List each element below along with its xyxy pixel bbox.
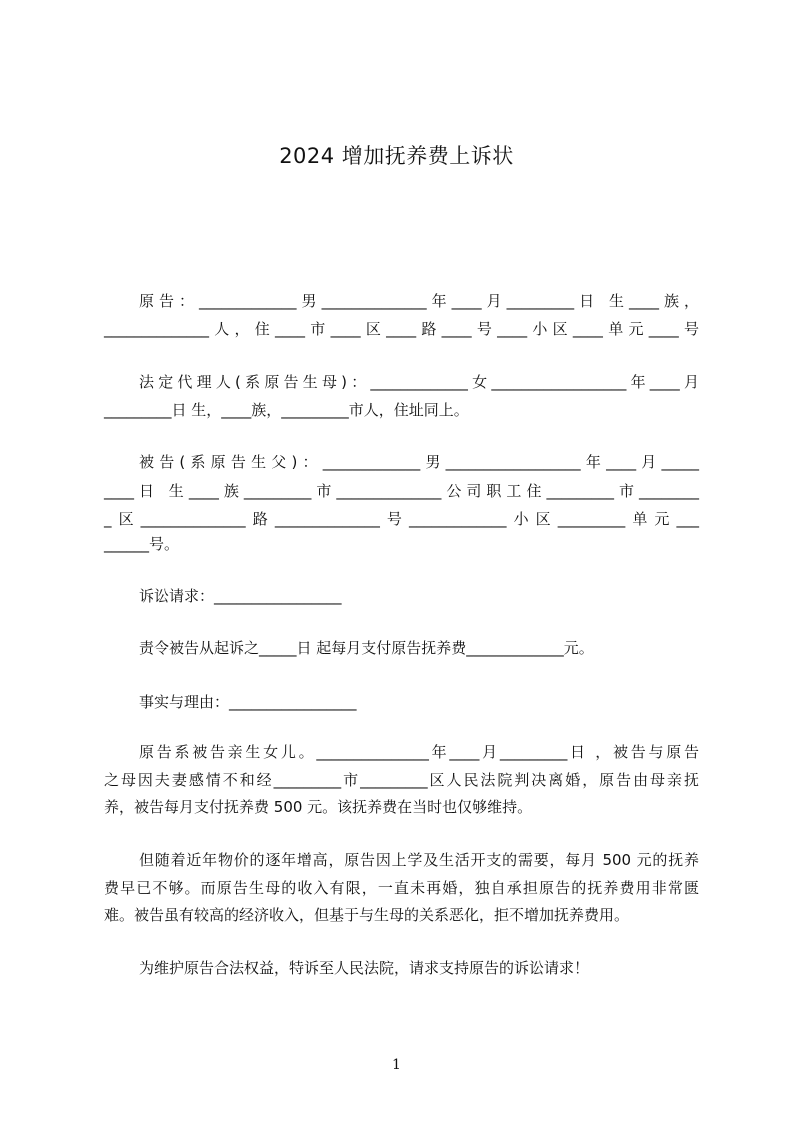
paragraph-line: 原告系被告亲生女儿。_______________年____月_________日 ，被告与原告 [139,743,699,761]
paragraph-line: ____日 生____族_________市______________公司职工住_________市________ [104,482,699,500]
paragraph-line: 原告：_____________男______________年____月_________日 生____族， [139,292,699,310]
paragraph-line: ______号。 [104,535,180,553]
paragraph-line: _________日 生，____族，_________市人，住址同上。 [104,401,469,419]
paragraph-line: ______________人，住____市____区____路____号____小区____单元____号 [104,320,699,338]
paragraph-line: 难。被告虽有较高的经济收入，但基于与生母的关系恶化，拒不增加抚养费用。 [104,906,630,924]
paragraph-line: 养，被告每月支付抚养费 500 元。该抚养费在当时也仅够维持。 [104,798,533,816]
paragraph-line: 被告(系原告生父)：_____________男__________________年____月_____ [139,453,699,471]
paragraph-line: 但随着近年物价的逐年增高，原告因上学及生活开支的需要，每月 500 元的抚养 [139,851,699,869]
paragraph-line: 之母因夫妻感情不和经_________市_________区人民法院判决离婚，原告由母亲抚 [104,771,699,789]
paragraph-line: 法定代理人(系原告生母)：_____________女__________________年____月 [139,373,699,391]
closing-paragraph: 为维护原告合法权益，特诉至人民法院，请求支持原告的诉讼请求！ [139,959,590,977]
claims-content: 责令被告从起诉之_____日 起每月支付原告抚养费_____________元。 [139,639,594,657]
claims-heading: 诉讼请求：_________________ [139,587,342,605]
facts-heading: 事实与理由：_________________ [139,693,357,711]
document-title: 2024 增加抚养费上诉状 [279,144,514,168]
page-number: 1 [392,1057,401,1073]
paragraph-line: _区______________路______________号_____________小区_________单元___ [104,510,699,528]
paragraph-line: 费早已不够。而原告生母的收入有限，一直未再婚，独自承担原告的抚养费用非常匮 [104,879,699,897]
